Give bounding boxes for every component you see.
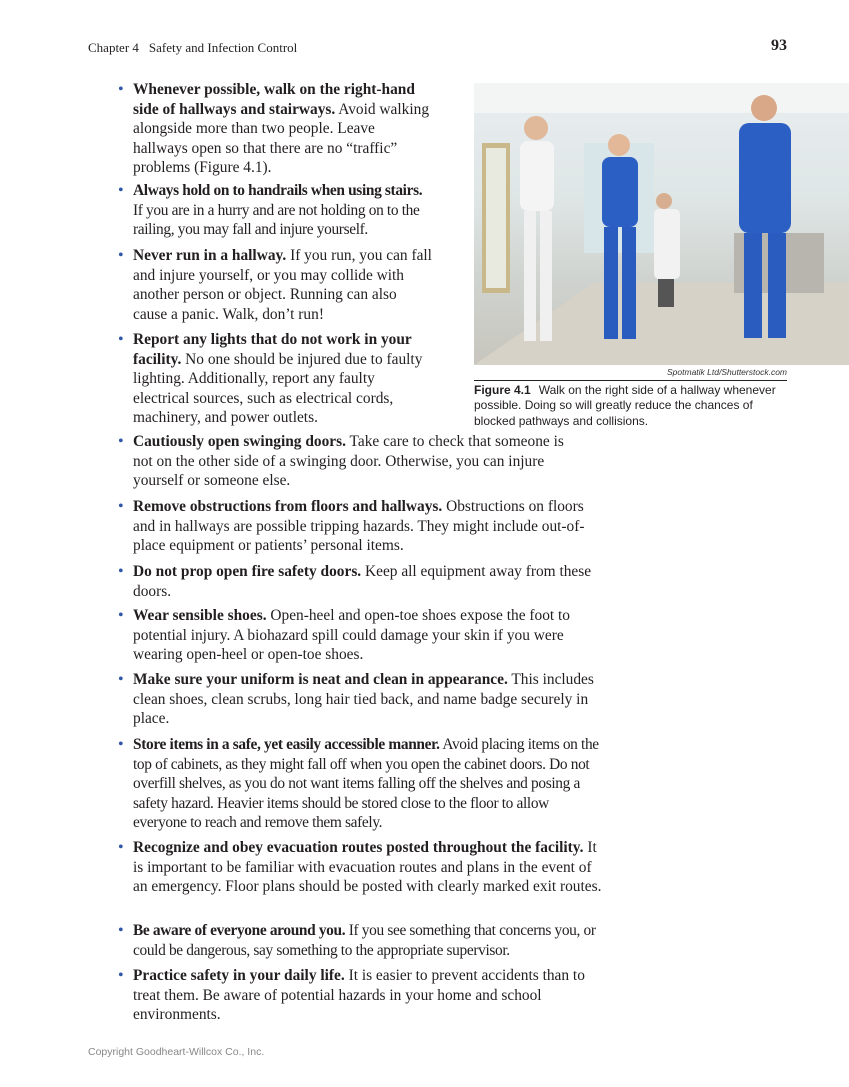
running-header xyxy=(88,40,297,56)
list-item: • Remove obstructions from floors and hallways. Obstructions on floors and in hallways are possible tripping hazards. They might include out-of-place equipment or patients’ personal items. xyxy=(133,497,603,556)
hallway-photo xyxy=(474,83,849,365)
chapter-title: Safety and Infection Control xyxy=(148,40,298,55)
list-item: • Do not prop open fire safety doors. Keep all equipment away from these doors. xyxy=(133,562,603,601)
figure-label: Figure 4.1 xyxy=(474,383,531,397)
page-number: 93 xyxy=(771,37,787,54)
list-item: • Be aware of everyone around you. If you see something that concerns you, or could be dangerous, say something to the appropriate supervisor. xyxy=(133,921,603,960)
photo-credit: Spotmatik Ltd/Shutterstock.com xyxy=(667,367,787,377)
figure-caption: Figure 4.1 Walk on the right side of a hallway whenever possible. Doing so will greatly reduce the chances of blocked pathways and collisions. xyxy=(474,383,776,428)
list-item: • Practice safety in your daily life. It is easier to prevent accidents than to treat them. Be aware of potential hazards in your home and school environments. xyxy=(133,966,603,1025)
list-item: • Report any lights that do not work in your facility. No one should be injured due to faulty lighting. Additionally, report any faulty electrical sources, such as electrical cords, machinery, and power outlets. xyxy=(133,330,433,428)
list-item: • Recognize and obey evacuation routes posted throughout the facility. It is important to be familiar with evacuation routes and plans in the event of an emergency. Floor plans should be posted with clearly marked exit routes. xyxy=(133,838,603,897)
list-item: • Make sure your uniform is neat and clean in appearance. This includes clean shoes, clean scrubs, long hair tied back, and name badge securely in place. xyxy=(133,670,603,729)
caption-rule xyxy=(474,380,787,381)
list-item: • Always hold on to handrails when using stairs. If you are in a hurry and are not holding on to the railing, you may fall and injure yourself. xyxy=(133,181,433,240)
list-item: • Cautiously open swinging doors. Take care to check that someone is not on the other side of a swinging door. Otherwise, you can injure yourself or someone else. xyxy=(133,432,578,491)
list-item: • Store items in a safe, yet easily accessible manner. Avoid placing items on the top of cabinets, as they might fall off when you open the cabinet doors. Do not overfill shelves, as you do not want items falling off the shelves and posing a safety hazard. Heavier items should be stored close to the floor to allow everyone to reach and remove them safely. xyxy=(133,735,603,833)
list-item: • Wear sensible shoes. Open-heel and open-toe shoes expose the foot to potential injury. A biohazard spill could damage your skin if you were wearing open-heel or open-toe shoes. xyxy=(133,606,603,665)
list-item: • Never run in a hallway. If you run, you can fall and injure yourself, or you may collide with another person or object. Running can also cause a panic. Walk, don’t run! xyxy=(133,246,433,324)
list-item: • Whenever possible, walk on the right-hand side of hallways and stairways. Avoid walking alongside more than two people. Leave hallways open so that there are no “traffic” problems (Figure 4.1). xyxy=(133,80,433,178)
chapter-number: Chapter 4 xyxy=(88,40,139,55)
copyright-footer: Copyright Goodheart-Willcox Co., Inc. xyxy=(88,1046,265,1058)
